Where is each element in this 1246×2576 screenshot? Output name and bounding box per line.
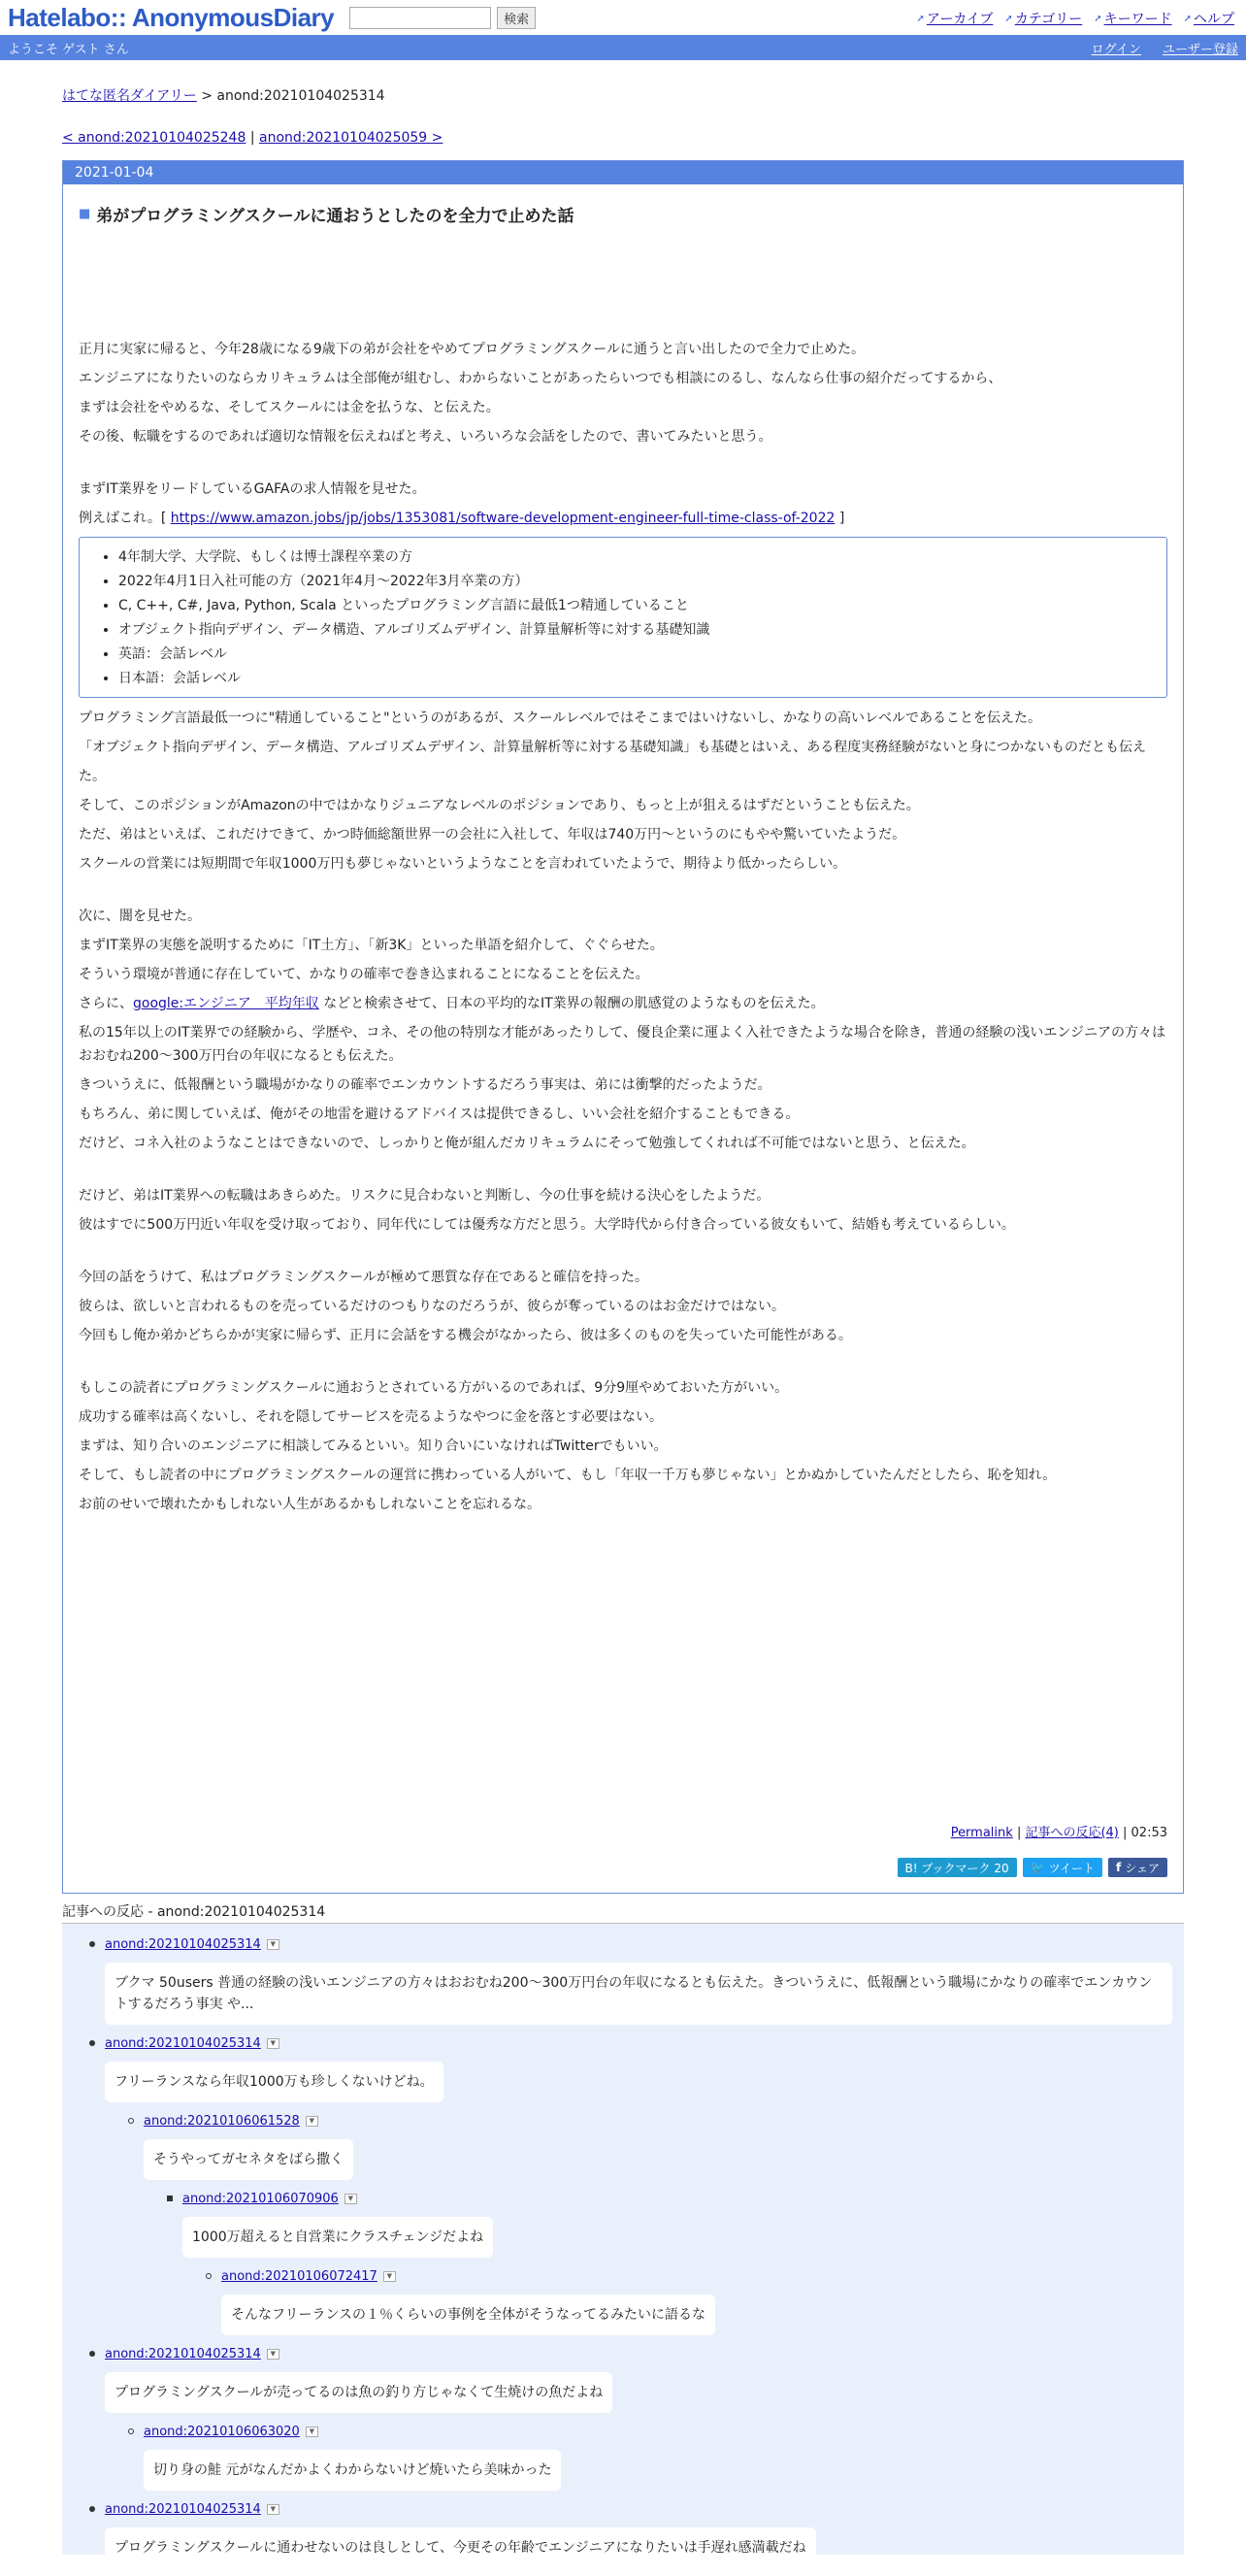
bullet-icon xyxy=(89,2351,95,2357)
nav-archive[interactable]: アーカイブ xyxy=(926,12,994,27)
body-line xyxy=(79,504,1167,533)
body-line: 彼らは、欲しいと言われるものを売っているだけのつもりなのだろうが、彼らが奪っているのはお金だけではない。 xyxy=(79,1299,785,1314)
search-prefix: さらに、 xyxy=(79,996,133,1011)
chevron-down-icon[interactable]: ▼ xyxy=(267,2349,279,2360)
requirements-box xyxy=(79,537,1167,698)
entry-title xyxy=(79,202,1167,226)
reaction-item xyxy=(105,2498,1184,2576)
bird-icon: 🐦 xyxy=(1030,1861,1045,1874)
reaction-link[interactable]: anond:20210104025314 xyxy=(105,2346,261,2361)
next-entry-link[interactable]: anond:20210104025059 > xyxy=(259,130,443,146)
body-line: 今回の話をうけて、私はプログラミングスクールが極めて悪質な存在であると確信を持った。 xyxy=(79,1270,649,1285)
site-logo[interactable]: Hatelabo:: AnonymousDiary xyxy=(8,2,335,32)
body-line: だけど、コネ入社のようなことはできないので、しっかりと俺が組んだカリキュラムにそって勉強してくれれば不可能ではないと思う、と伝えた。 xyxy=(79,1136,975,1151)
body-line: 正月に実家に帰ると、今年28歳になる9歳下の弟が会社をやめてプログラミングスクールに通うと言い出したので全力で止めた。 xyxy=(79,342,866,357)
reaction-item xyxy=(105,2343,1184,2421)
breadcrumb-separator: > xyxy=(196,88,217,104)
bullet-icon xyxy=(128,2428,134,2434)
reaction-text: そうやってガセネタをばら撒く xyxy=(144,2139,353,2180)
reactions-link[interactable]: 記事への反応(4) xyxy=(1025,1826,1119,1840)
share-label: シェア xyxy=(1125,1861,1160,1875)
reactions-tree xyxy=(62,1924,1184,2555)
day-body xyxy=(63,184,1183,1893)
reaction-link[interactable]: anond:20210106061528 xyxy=(144,2113,300,2129)
body-line: だけど、弟はIT業界への転職はあきらめた。リスクに見合わないと判断し、今の仕事を続ける決心をしたようだ。 xyxy=(79,1188,771,1204)
chevron-down-icon[interactable]: ▼ xyxy=(267,2504,279,2515)
reaction-text: 切り身の鮭 元がなんだかよくわからないけど焼いたら美味かった xyxy=(144,2450,561,2491)
bullet-icon xyxy=(128,2118,134,2124)
breadcrumb-current: anond:20210104025314 xyxy=(216,88,385,104)
chevron-down-icon[interactable]: ▼ xyxy=(344,2194,357,2204)
body-line xyxy=(79,989,1167,1018)
body-line: 「オブジェクト指向デザイン、データ構造、アルゴリズムデザイン、計算量解析等に対する基礎知識」も基礎とはいえ、ある程度実務経験がないと身につかないものだとも伝えた。 xyxy=(79,740,1146,784)
list-item: • 2022年4月1日入社可能の方（2021年4月～2022年3月卒業の方） xyxy=(118,570,1166,594)
body-line: そして、このポジションがAmazonの中ではかなりジュニアなレベルのポジションであり、もっと上が狙えるはずだということも伝えた。 xyxy=(79,798,920,813)
body-line: きついうえに、低報酬という職場がかなりの確率でエンカウントするだろう事実は、弟には衝撃的だったようだ。 xyxy=(79,1077,771,1093)
body-line: まずは会社をやめるな、そしてスクールには金を払うな、と伝えた。 xyxy=(79,400,500,415)
square-icon[interactable]: ■ xyxy=(79,207,91,221)
body-line: まずIT業界をリードしているGAFAの求人情報を見せた。 xyxy=(79,481,426,497)
chevron-down-icon[interactable]: ▼ xyxy=(306,2427,318,2437)
bullet-icon xyxy=(89,1941,95,1947)
example-prefix: 例えばこれ。[ xyxy=(79,511,171,526)
day-date: 2021-01-04 xyxy=(63,161,1183,184)
list-item: • C, C++, C#, Java, Python, Scala といったプログラミング言語に最低1つ精通していること xyxy=(118,594,1166,618)
welcome-text: ようこそ ゲスト さん xyxy=(8,42,129,57)
body-line: もちろん、弟に関していえば、俺がその地雷を避けるアドバイスは提供できるし、いい会社を紹介することもできる。 xyxy=(79,1106,800,1122)
reaction-item xyxy=(221,2265,1184,2343)
entry-time: | 02:53 xyxy=(1118,1826,1167,1840)
search-button[interactable]: 検索 xyxy=(497,7,536,29)
body-line: 今回もし俺か弟かどちらかが実家に帰らず、正月に会話をする機会がなかったら、彼は多くのものを失っていた可能性がある。 xyxy=(79,1328,852,1343)
body-line: プログラミング言語最低一つに"精通していること"というのがあるが、スクールレベルではそこまではいけないし、かなりの高いレベルであることを伝えた。 xyxy=(79,710,1041,726)
register-link[interactable]: ユーザー登録 xyxy=(1162,42,1238,57)
body-line: 私の15年以上のIT業界での経験から、学歴や、コネ、その他の特別な才能があったりして、優良企業に運よく入社できたような場合を除き，普通の経験の浅いエンジニアの方々はおおむね200～300万円台の年収になるとも伝えた。 xyxy=(79,1025,1166,1064)
reaction-link[interactable]: anond:20210106063020 xyxy=(144,2424,300,2439)
arrow-icon: ➚ xyxy=(1004,13,1013,24)
entry-footer xyxy=(951,1822,1167,1840)
body-line: 次に、闇を見せた。 xyxy=(79,908,201,924)
chevron-down-icon[interactable]: ▼ xyxy=(267,2038,279,2049)
example-suffix: ] xyxy=(835,511,845,526)
reaction-text: フリーランスなら年収1000万も珍しくないけどね。 xyxy=(105,2062,443,2102)
nav-keyword[interactable]: キーワード xyxy=(1103,12,1172,27)
facebook-icon: f xyxy=(1116,1861,1122,1874)
reaction-link[interactable]: anond:20210104025314 xyxy=(105,2035,261,2051)
share-buttons xyxy=(898,1858,1167,1877)
permalink[interactable]: Permalink xyxy=(950,1826,1013,1840)
arrow-icon: ➚ xyxy=(1183,13,1192,24)
reaction-text: そんなフリーランスの１％くらいの事例を全体がそうなってるみたいに語るな xyxy=(221,2295,715,2335)
search-input[interactable] xyxy=(349,7,491,29)
top-nav xyxy=(917,9,1234,28)
reaction-item xyxy=(105,2032,1184,2110)
bullet-icon xyxy=(89,2040,95,2046)
chevron-down-icon[interactable]: ▼ xyxy=(306,2116,318,2127)
arrow-icon: ➚ xyxy=(916,13,925,24)
reaction-link[interactable]: anond:20210104025314 xyxy=(105,2501,261,2517)
tweet-button[interactable] xyxy=(1023,1858,1102,1877)
list-item: • 日本語：会話レベル xyxy=(118,667,1166,691)
reaction-item xyxy=(144,2421,1184,2498)
diary-day xyxy=(62,160,1184,1894)
body-line: お前のせいで壊れたかもしれない人生があるかもしれないことを忘れるな。 xyxy=(79,1497,541,1512)
login-link[interactable]: ログイン xyxy=(1091,42,1141,57)
body-line: エンジニアになりたいのならカリキュラムは全部俺が組むし、わからないことがあったらいつでも相談にのるし、なんなら仕事の紹介だってするから、 xyxy=(79,371,1002,386)
reaction-text: プログラミングスクールが売ってるのは魚の釣り方じゃなくて生焼けの魚だよね xyxy=(105,2372,612,2413)
pager xyxy=(62,130,1184,146)
share-button[interactable] xyxy=(1108,1858,1167,1877)
reaction-text: 1000万超えると自営業にクラスチェンジだよね xyxy=(182,2217,493,2258)
pager-separator: | xyxy=(246,130,260,146)
body-line: 成功する確率は高くないし、それを隠してサービスを売るようなやつに金を落とす必要はない。 xyxy=(79,1409,663,1425)
reaction-text: ブクマ 50users 普通の経験の浅いエンジニアの方々はおおむね200～300万円台の年収になるとも伝えた。きついうえに、低報酬という職場にかなりの確率でエンカウントするだろう事実 や... xyxy=(105,1963,1172,2025)
reactions-heading: 記事への反応 - anond:20210104025314 xyxy=(62,1901,1184,1924)
bullet-icon xyxy=(89,2506,95,2512)
amazon-job-link[interactable]: https://www.amazon.jobs/jp/jobs/1353081/software-development-engineer-full-time-class-of-2022 xyxy=(170,511,836,526)
hatebu-button[interactable]: B! ブックマーク 20 xyxy=(898,1858,1017,1877)
entry-body xyxy=(79,335,1167,1519)
body-line: そういう環境が普通に存在していて、かなりの確率で巻き込まれることになることを伝えた。 xyxy=(79,967,649,982)
reaction-link[interactable]: anond:20210104025314 xyxy=(105,1936,261,1952)
prev-entry-link[interactable]: < anond:20210104025248 xyxy=(62,130,246,146)
search-suffix: などと検索させて、日本の平均的なIT業界の報酬の肌感覚のようなものを伝えた。 xyxy=(318,996,825,1011)
google-search-link[interactable]: google:エンジニア 平均年収 xyxy=(133,996,319,1011)
reaction-item xyxy=(105,1933,1184,2032)
body-line: スクールの営業には短期間で年収1000万円も夢じゃないというようなことを言われていたようで、期待より低かったらしい。 xyxy=(79,856,847,872)
reaction-item xyxy=(144,2110,1184,2188)
bullet-icon xyxy=(167,2196,173,2201)
breadcrumb xyxy=(62,85,1184,105)
body-line: その後、転職をするのであれば適切な情報を伝えねばと考え、いろいろな会話をしたので、書いてみたいと思う。 xyxy=(79,429,772,445)
top-bar xyxy=(0,0,1246,35)
nav-help[interactable]: ヘルプ xyxy=(1194,12,1234,27)
body-line: もしこの読者にプログラミングスクールに通おうとされている方がいるのであれば、9分9厘やめておいた方がいい。 xyxy=(79,1380,789,1396)
body-line: ただ、弟はといえば、これだけできて、かつ時価総額世界一の会社に入社して、年収は740万円～というのにもやや驚いていたようだ。 xyxy=(79,827,906,842)
breadcrumb-home[interactable]: はてな匿名ダイアリー xyxy=(62,88,197,104)
reaction-link[interactable]: anond:20210106072417 xyxy=(221,2268,377,2284)
body-line: まずIT業界の実態を説明するために「IT土方」、「新3K」といった単語を紹介して、ぐぐらせた。 xyxy=(79,938,664,953)
body-line: そして、もし読者の中にプログラミングスクールの運営に携わっている人がいて、もし「年収一千万も夢じゃない」とかぬかしていたんだとしたら、恥を知れ。 xyxy=(79,1468,1057,1483)
tweet-label: ツイート xyxy=(1048,1861,1095,1875)
main-content xyxy=(62,85,1184,2555)
chevron-down-icon[interactable]: ▼ xyxy=(383,2271,396,2282)
chevron-down-icon[interactable]: ▼ xyxy=(267,1939,279,1950)
welcome-bar xyxy=(0,35,1246,60)
body-line: まずは、知り合いのエンジニアに相談してみるといい。知り合いにいなければTwitterでもいい。 xyxy=(79,1438,668,1454)
list-item: • オブジェクト指向デザイン、データ構造、アルゴリズムデザイン、計算量解析等に対する基礎知識 xyxy=(118,618,1166,643)
reaction-link[interactable]: anond:20210106070906 xyxy=(182,2191,339,2206)
bullet-icon xyxy=(206,2273,212,2279)
search-form xyxy=(349,7,536,29)
nav-category[interactable]: カテゴリー xyxy=(1014,12,1083,27)
reaction-item xyxy=(182,2188,1184,2265)
footer-separator: | xyxy=(1012,1826,1026,1840)
body-line: 彼はすでに500万円近い年収を受け取っており、同年代にしては優秀な方だと思う。大学時代から付き合っている彼女もいて、結婚も考えているらしい。 xyxy=(79,1217,1015,1233)
entry-title-text: 弟がプログラミングスクールに通おうとしたのを全力で止めた話 xyxy=(96,207,574,226)
reaction-text: プログラミングスクールに通わせないのは良しとして、今更その年齢でエンジニアになりたいは手遅れ感満載だね xyxy=(105,2527,816,2568)
list-item: • 4年制大学、大学院、もしくは博士課程卒業の方 xyxy=(118,545,1166,570)
arrow-icon: ➚ xyxy=(1094,13,1102,24)
list-item: • 英語：会話レベル xyxy=(118,643,1166,667)
